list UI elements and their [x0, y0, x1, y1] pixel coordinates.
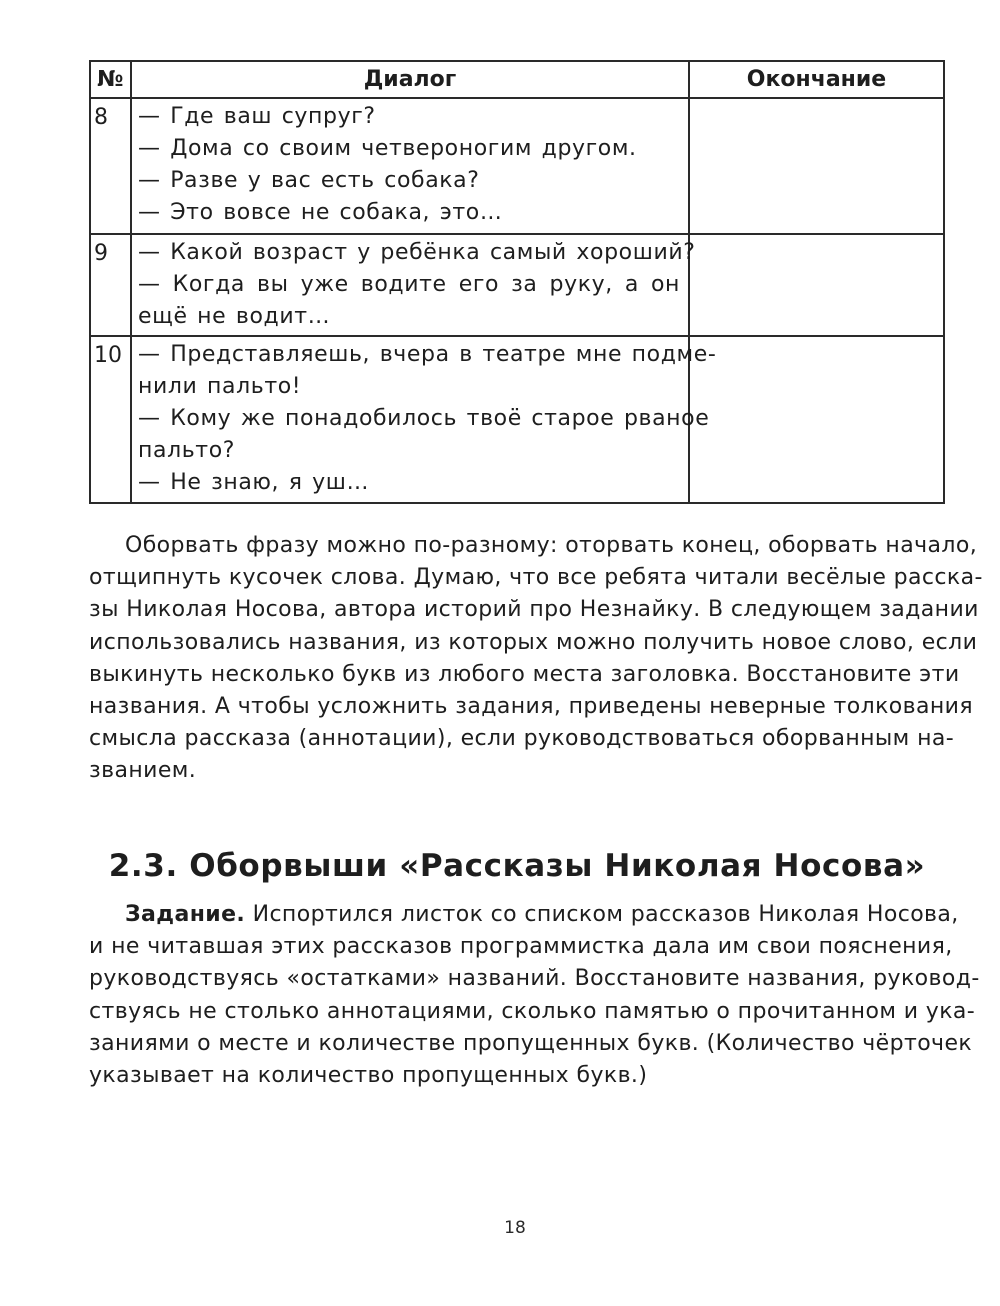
- paragraph-line: использовались названия, из которых можно получить новое слово, если: [89, 629, 978, 655]
- task-first-line: Испортился листок со списком рассказов Николая Носова,: [245, 902, 959, 927]
- paragraph-line: названия. А чтобы усложнить задания, приведены неверные толкования: [89, 693, 974, 719]
- ending-cell: [689, 336, 944, 503]
- header-dialog: Диалог: [131, 61, 689, 98]
- section-title: 2.3. Оборвыши «Рассказы Николая Носова»: [108, 848, 926, 884]
- header-ending: Окончание: [689, 61, 944, 98]
- dialog-line: — Дома со своим четвероногим другом.: [138, 136, 637, 161]
- table-row: [90, 98, 944, 234]
- paragraph-line: указывает на количество пропущенных букв.): [89, 1062, 648, 1088]
- dialog-line: — Кому же понадобилось твоё старое рваное: [138, 406, 710, 431]
- paragraph-line: руководствуясь «остатками» названий. Восстановите названия, руковод-: [89, 966, 980, 992]
- paragraph-line: [89, 899, 959, 931]
- row-number: 9: [90, 234, 131, 336]
- dialog-line: — Где ваш супруг?: [138, 104, 376, 129]
- paragraph-line: Оборвать фразу можно по-разному: оторвать конец, оборвать начало,: [125, 533, 978, 558]
- page-number: 18: [504, 1218, 526, 1238]
- ending-cell: [689, 98, 944, 234]
- header-number: №: [90, 61, 131, 98]
- dialog-line: пальто?: [138, 438, 236, 463]
- task-label: Задание.: [125, 902, 246, 927]
- paragraph-line: званием.: [89, 758, 197, 784]
- paragraph-line: ствуясь не столько аннотациями, сколько памятью о прочитанном и ука-: [89, 998, 976, 1024]
- dialog-line: — Разве у вас есть собака?: [138, 168, 480, 193]
- dialog-line: нили пальто!: [138, 374, 302, 399]
- dialog-line: — Какой возраст у ребёнка самый хороший?: [138, 240, 696, 265]
- table-header-row: [90, 61, 944, 98]
- row-number: 10: [90, 336, 131, 503]
- paragraph-line: и не читавшая этих рассказов программистка дала им свои пояснения,: [89, 934, 953, 960]
- dialog-line: ещё не водит…: [138, 304, 331, 329]
- table-row: [90, 234, 944, 336]
- dialog-line: — Когда вы уже водите его за руку, а он: [138, 272, 680, 297]
- paragraph-line: смысла рассказа (аннотации), если руководствоваться оборванным на-: [89, 726, 955, 752]
- table-row: [90, 336, 944, 503]
- paragraph-line: зы Николая Носова, автора историй про Незнайку. В следующем задании: [89, 597, 979, 623]
- dialog-line: — Не знаю, я уш…: [138, 470, 370, 495]
- dialog-table: [89, 60, 945, 504]
- paragraph-line: выкинуть несколько букв из любого места заголовка. Восстановите эти: [89, 661, 960, 687]
- dialog-cell: [131, 234, 696, 336]
- row-number: 8: [90, 98, 131, 234]
- dialog-line: — Это вовсе не собака, это…: [138, 200, 503, 225]
- task-paragraph: [89, 899, 980, 1092]
- dialog-line: — Представляешь, вчера в театре мне подме-: [138, 342, 717, 367]
- intro-paragraph: [89, 530, 983, 788]
- paragraph-line: отщипнуть кусочек слова. Думаю, что все ребята читали весёлые расска-: [89, 565, 983, 591]
- paragraph-line: заниями о месте и количестве пропущенных букв. (Количество чёрточек: [89, 1030, 973, 1056]
- dialog-cell: [131, 336, 717, 503]
- ending-cell: [689, 234, 944, 336]
- dialog-cell: [131, 98, 689, 234]
